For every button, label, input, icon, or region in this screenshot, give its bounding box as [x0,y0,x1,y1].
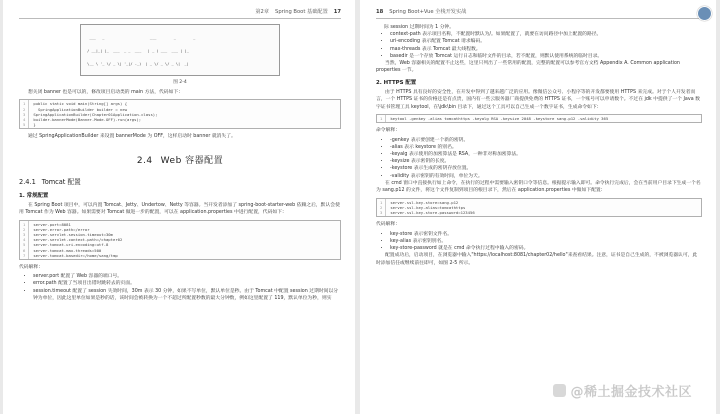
subsection-number: 2.4.1 [19,177,36,186]
banner-line: ___ _ ___ _ _ [85,35,196,40]
code-line-numbers: 1 2 3 4 5 [20,100,29,128]
list-item: • -validity 表示密钥的有效时间，单位为天。 [390,173,702,180]
section-number: 2.4 [136,155,153,166]
bullet-list [376,231,702,253]
code-lines: server.port=8081 server.error.path=/error server.servlet.session.timeout=30m server.servlet.context-path=/chapter02 server.tomcat.uri-encoding=utf-8 server.tomcat.max-threads=500 server.tomcat.basedir=/home/sang/tmp [33,221,123,258]
bullet-list-continued [376,24,702,31]
list-item: • key-alias 表示密钥别名。 [390,238,702,245]
running-head-chapter: 第2章 [255,9,270,15]
list-item: • error.path 配置了当项目出错时跳转去的页面。 [33,280,341,287]
section-heading [19,153,341,166]
banner-screenshot [80,24,280,76]
code-block-ssl [376,198,702,218]
running-head-title: Spring Boot 基础配置 [275,9,328,15]
reader-avatar-icon[interactable] [697,6,712,21]
list-item: • session.timeout 配置了 session 失效时间，30m 表示 30 分钟，如果不写单位，默认单位是秒。由于 Tomcat 中配置 session 过期时间以分钟为单位，因此这里单位如果是秒的话，该时间会被转换为一个不超过所配置秒数的最大分钟数，例如这里配置了 119，默认单位为秒，则实 [33,288,341,302]
paragraph: 在 cmd 窗口中直接执行如上命令，在执行的过程中需要输入密钥口令等信息。根据提示输入即可。命令执行完成后，会在当前用户目录下生成一个名为 sang.p12 的文件，将这个文件复制到项目的根目录下，然后在 application.properties 中做如下配置： [376,180,701,194]
code-line-numbers: 1 [377,115,386,122]
paragraph: 当然，Web 容器相关的配置不止这些，这里只列出了一些常用的配置，完整的配置可以参考官方文档 Appendix A. Common application properties 一节。 [376,61,680,74]
bullet-list [376,137,702,180]
left-page [3,0,355,414]
code-line-numbers: 1 2 3 4 5 6 7 [20,221,29,259]
left-running-head [19,8,341,19]
code-explain-label: 代码解释： [19,264,43,270]
list-item: • -keysize 表示密钥的长度。 [390,158,702,165]
list-item: • key-store 表示密钥文件名。 [390,231,702,238]
paragraph: 通过 SpringApplicationBuilder 来设置 bannerMode 为 OFF，这样启动时 banner 就消失了。 [28,134,236,140]
list-item: • context-path 表示项目名称，不配置时默认为/。如果配置了，就要在访问路径中加上配置的路径。 [390,31,702,38]
sub-heading: 1. 常规配置 [19,192,49,199]
watermark [553,381,692,400]
subsection-heading [19,176,341,186]
list-item: • server.port 配置了 Web 容器的端口号。 [33,273,341,280]
list-item: • max-threads 表示 Tomcat 最大线程数。 [390,46,702,53]
cmd-explain-label: 命令解释： [376,128,400,134]
banner-line: \__ \ '_ \/ _ \| '_|/ -_) | _ \/ _ \/ _ \| _| [85,62,189,67]
section-title: Web 容器配置 [160,155,224,166]
watermark-logo-icon [553,384,566,397]
subsection-title: Tomcat 配置 [41,177,81,186]
paragraph: 在 Spring Boot 项目中，可以内置 Tomcat、Jetty、Undertow、Netty 等容器。当开发者添加了 spring-boot-starter-web 依赖之后，默认会使用 Tomcat 作为 Web 容器。如果需要对 Tomcat 做进一步的配置，可以在 application.properties 中进行配置，代码如下： [19,202,340,216]
list-item: • basedir 是一个存放 Tomcat 运行日志和临时文件的目录，若不配置，则默认使用系统的临时目录。 [390,53,702,60]
banner-line [85,75,275,76]
paragraph: 由于 HTTPS 具有良好的安全性，在开发中得到了越来越广泛的应用。像微信公众号、小程序等的开发都要使用 HTTPS 来完成。对于个人开发者而言，一个 HTTPS 证书的价格还是有点贵，国内有一些云服务器厂商提供免费的 HTTPS 证书，一个账号可以申请数个。不过在 jdk 中提供了一个 Java 数字证书管理工具 keytool，在\jdk\bin 目录下，通过这个工具可以自己生成一个数字证书，生成命令如下： [376,89,700,110]
list-item: • key-store-password 就是在 cmd 命令执行过程中输入的密码。 [390,245,702,252]
code-line-numbers: 1 2 3 [377,199,386,217]
list-item: • uri-encoding 表示配置 Tomcat 请求编码。 [390,38,702,45]
code-block-keytool [376,114,702,123]
running-head-title: Spring Boot+Vue 全栈开发实战 [389,9,467,15]
running-head-page-number: 17 [333,8,341,15]
code-block-main [19,99,341,129]
running-head-page-number: 18 [376,8,384,15]
list-item: • -alias 表示 keystore 的别名。 [390,144,702,151]
code-explain-label: 代码解释： [376,222,400,228]
watermark-text: @稀土掘金技术社区 [570,385,692,400]
list-item: • -genkey 表示要创建一个新的密钥。 [390,137,702,144]
list-item: • -keyalg 表示使用的加密算法是 RSA，一种非对称加密算法。 [390,151,702,158]
bullet-list [19,273,341,302]
right-running-head [376,8,702,19]
right-page [360,0,716,414]
code-block-properties [19,220,341,260]
paragraph: 配置成功后，启动项目，在浏览器中输入"https://localhost:8081/chapter02/hello"来查看结果。注意，证书是自己生成的，不被浏览器认可，此时添加信任或继续前往即可，如图 2-5 所示。 [376,253,698,266]
banner-line: / __|_| |_ ___ _ _ ___ | _ ) ___ ___ | |_ [85,49,189,54]
list-item: • -keystore 表示生成的密钥存放位置。 [390,165,702,172]
figure-caption: 图 2-4 [173,80,187,85]
sub-heading: 2. HTTPS 配置 [376,79,417,86]
list-item: 际 session 过期时间为 1 分钟。 [384,25,455,30]
bullet-list [376,31,702,60]
paragraph: 想关闭 banner 也是可以的，修改项目启动类的 main 方法，代码如下： [28,90,183,95]
code-lines: keytool -genkey -alias tomcathttps -keyalg RSA -keysize 2048 -keystore sang.p12 -validity 365 [390,116,609,122]
code-lines: server.ssl.key-store=sang.p12 server.ssl.key-alias=tomcathttps server.ssl.key-store-password=123456 [390,199,475,216]
code-lines: public static void main(String[] args) { SpringApplicationBuilder builder = new SpringApplicationBuilder(Chapter01Application.class); builder.bannerMode(Banner.Mode.OFF).run(args); } [33,101,158,128]
